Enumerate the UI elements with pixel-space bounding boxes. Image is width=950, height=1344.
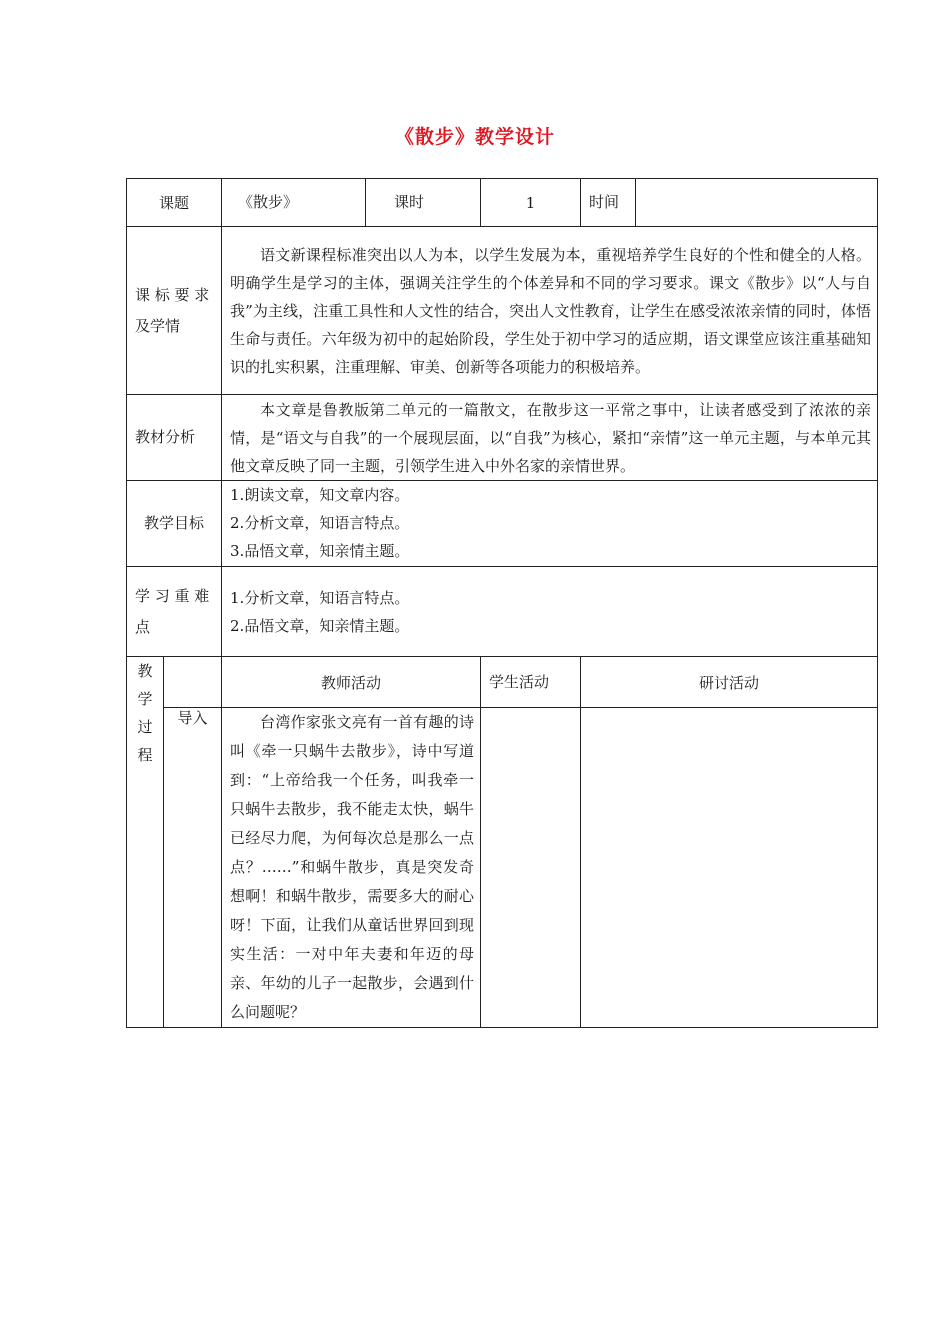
topic-value: 《散步》 [222,179,366,227]
time-value [636,179,878,227]
process-label-char: 教 [137,662,153,680]
process-label-char: 学 [137,690,153,708]
research-activity-cell [581,708,878,1028]
header-row [127,179,878,227]
analysis-label: 教材分析 [127,395,222,481]
objective-item: 1.朗读文章，知文章内容。 [230,486,410,504]
process-content-row [127,708,878,1028]
stage-label: 导入 [164,708,222,1028]
document-title: 《散步》教学设计 [394,126,555,148]
student-activity-cell [481,708,581,1028]
standards-text: 语文新课程标准突出以人为本，以学生发展为本，重视培养学生良好的个性和健全的人格。明确学生是学习的主体，强调关注学生的个体差异和不同的学习要求。课文《散步》以“人与自我”为主线，注重工具性和人文性的结合，突出人文性教育，让学生在感受浓浓亲情的同时，体悟生命与责任。六年级为初中的起始阶段，学生处于初中学习的适应期，语文课堂应该注重基础知识的扎实积累，注重理解、审美、创新等各项能力的积极培养。 [222,227,878,395]
objectives-list [222,481,878,567]
teacher-activity-header: 教师活动 [222,657,481,708]
objective-item: 3.品悟文章，知亲情主题。 [230,542,410,560]
standards-label-line1: 课 标 要 求 [135,285,210,304]
research-activity-header: 研讨活动 [581,657,878,708]
process-header-row [127,657,878,708]
objective-item: 2.分析文章，知语言特点。 [230,514,410,532]
key-points-label-line2: 点 [135,617,151,636]
objectives-row [127,481,878,567]
hours-label: 课时 [366,179,481,227]
student-activity-header: 学生活动 [481,657,581,708]
standards-label-line2: 及学情 [135,316,181,335]
key-points-label-line1: 学 习 重 难 [135,586,210,605]
standards-label [127,227,222,395]
key-points-row [127,567,878,657]
standards-row [127,227,878,395]
analysis-text: 本文章是鲁教版第二单元的一篇散文，在散步这一平常之事中，让读者感受到了浓浓的亲情，是“语文与自我”的一个展现层面，以“自我”为核心，紧扣“亲情”这一单元主题，与本单元其他文章反映了同一主题，引领学生进入中外名家的亲情世界。 [222,395,878,481]
process-label [127,657,164,1028]
teacher-activity-text: 台湾作家张文亮有一首有趣的诗叫《牵一只蜗牛去散步》，诗中写道到：“上帝给我一个任务，叫我牵一只蜗牛去散步，我不能走太快，蜗牛已经尽力爬，为何每次总是那么一点点？……”和蜗牛散步，真是突发奇想啊！和蜗牛散步，需要多大的耐心呀！下面，让我们从童话世界回到现实生活：一对中年夫妻和年迈的母亲、年幼的儿子一起散步，会遇到什么问题呢？ [222,708,481,1028]
key-points-list [222,567,878,657]
analysis-row [127,395,878,481]
stage-header-empty [164,657,222,708]
hours-value: 1 [481,179,581,227]
process-label-char: 程 [137,746,153,764]
topic-label: 课题 [127,179,222,227]
key-points-label [127,567,222,657]
lesson-plan-table [126,178,878,1028]
objectives-label: 教学目标 [127,481,222,567]
time-label: 时间 [581,179,636,227]
key-point-item: 1.分析文章，知语言特点。 [230,588,410,607]
process-label-char: 过 [137,718,153,736]
key-point-item: 2.品悟文章，知亲情主题。 [230,616,410,635]
